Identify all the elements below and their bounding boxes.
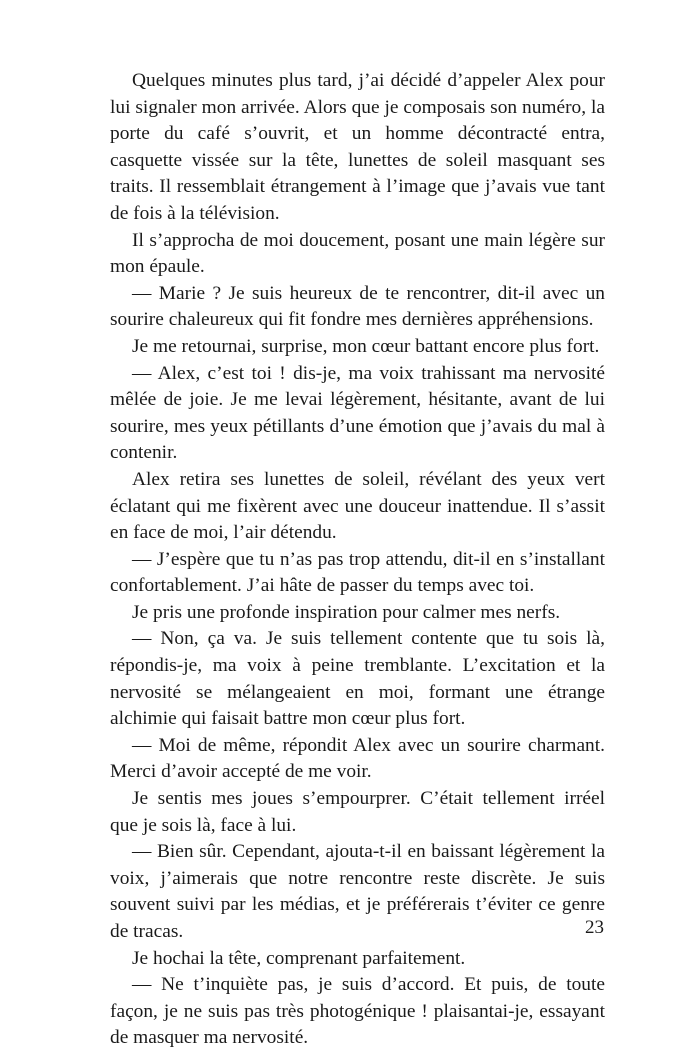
dialogue-paragraph: — Ne t’inquiète pas, je suis d’accord. Et puis, de toute façon, je ne suis pas très photogénique ! plaisantai-je, essayant de masquer ma nervosité. bbox=[110, 974, 605, 1049]
paragraph: Alex retira ses lunettes de soleil, révélant des yeux vert éclatant qui me fixèrent avec une douceur inattendue. Il s’assit en face de moi, l’air détendu. bbox=[110, 468, 605, 544]
dialogue-paragraph: — J’espère que tu n’as pas trop attendu, dit-il en s’installant confortablement. J’ai hâte de passer du temps avec toi. bbox=[110, 548, 605, 597]
dialogue-paragraph: — Non, ça va. Je suis tellement contente que tu sois là, répondis-je, ma voix à peine tremblante. L’excitation et la nervosité se mélangeaient en moi, formant une étrange alchimie qui faisait battre mon cœur plus fort. bbox=[110, 628, 605, 730]
body-text bbox=[110, 68, 605, 1052]
dialogue-paragraph: — Bien sûr. Cependant, ajouta-t-il en baissant légèrement la voix, j’aimerais que notre rencontre reste discrète. Je suis souvent suivi par les médias, et je préférerais t’éviter ce genre de tracas. bbox=[110, 841, 605, 942]
dialogue-paragraph: — Marie ? Je suis heureux de te rencontrer, dit-il avec un sourire chaleureux qui fit fondre mes dernières appréhensions. bbox=[110, 282, 605, 331]
paragraph: Je pris une profonde inspiration pour calmer mes nerfs. bbox=[132, 601, 561, 623]
paragraph: Quelques minutes plus tard, j’ai décidé d’appeler Alex pour lui signaler mon arrivée. Alors que je composais son numéro, la porte du café s’ouvrit, et un homme décontracté entra, casquette vissée sur la tête, lunettes de soleil masquant ses traits. Il ressemblait étrangement à l’image que j’avais vue tant de fois à la télévision. bbox=[110, 70, 605, 224]
page-number: 23 bbox=[585, 917, 604, 938]
paragraph: Je hochai la tête, comprenant parfaitement. bbox=[132, 947, 466, 969]
dialogue-paragraph: — Moi de même, répondit Alex avec un sourire charmant. Merci d’avoir accepté de me voir. bbox=[110, 734, 605, 783]
dialogue-paragraph: — Alex, c’est toi ! dis-je, ma voix trahissant ma nervosité mêlée de joie. Je me levai légèrement, hésitante, avant de lui sourire, mes yeux pétillants d’une émotion que j’avais du mal à contenir. bbox=[110, 362, 605, 464]
paragraph: Je sentis mes joues s’empourprer. C’était tellement irréel que je sois là, face à lui. bbox=[110, 788, 605, 836]
paragraph: Je me retournai, surprise, mon cœur battant encore plus fort. bbox=[132, 335, 600, 357]
paragraph: Il s’approcha de moi doucement, posant une main légère sur mon épaule. bbox=[110, 229, 605, 278]
